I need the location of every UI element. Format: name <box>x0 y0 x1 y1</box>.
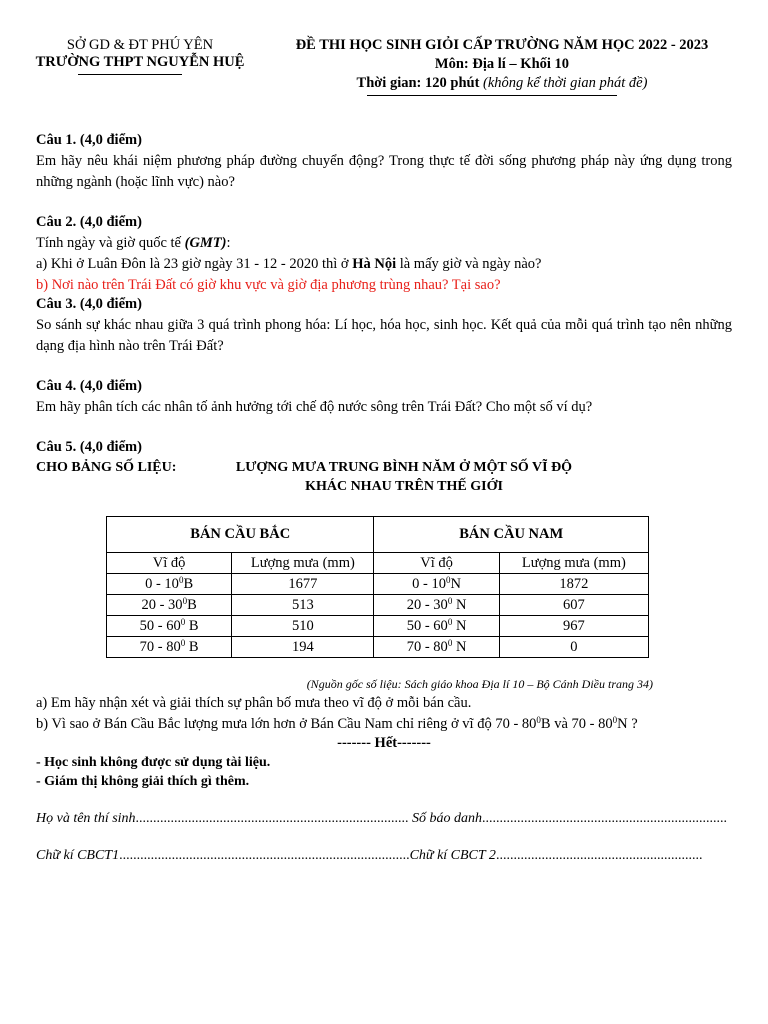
signature-2-label: Chữ kí CBCT 2 <box>409 848 496 863</box>
south-rain-cell: 967 <box>499 616 648 637</box>
table-intro: CHO BẢNG SỐ LIỆU: <box>36 460 177 475</box>
table-row <box>107 616 649 637</box>
north-rain-cell: 1677 <box>232 574 374 595</box>
north-lat-cell: $20 - 30^0B$ <box>107 595 232 616</box>
time-underline <box>367 95 617 96</box>
question-2-a <box>36 254 732 275</box>
question-1-title: Câu 1. (4,0 điểm) <box>36 132 142 148</box>
candidate-name-field: .............................................................................. <box>135 811 409 826</box>
end-mark: ------- Hết------- <box>337 735 431 751</box>
gmt-label: (GMT) <box>184 235 227 251</box>
data-source: (Nguồn gốc số liệu: Sách giáo khoa Địa lí 10 – Bộ Cánh Diều trang 34) <box>306 677 653 691</box>
south-lat-cell: $70 - 80^0$ N <box>374 637 499 658</box>
question-5-b-suffix: N ? <box>617 716 638 732</box>
south-rain-cell: 0 <box>499 637 648 658</box>
question-3-body: So sánh sự khác nhau giữa 3 quá trình phong hóa: Lí học, hóa học, sinh học. Kết quả của mỗi quá trình tạo nên những dạng địa hình nào trên Trái Đất? <box>36 317 732 354</box>
question-5-b-mid: B và 70 - 80 <box>540 716 613 732</box>
signature-2-field: ........................................................... <box>495 848 703 863</box>
signature-1-label: Chữ kí CBCT1 <box>36 848 120 863</box>
table-row <box>107 637 649 658</box>
north-rain-cell: 513 <box>232 595 374 616</box>
north-rain-cell: 510 <box>232 616 374 637</box>
south-rain-cell: 607 <box>499 595 648 616</box>
question-2-a-text: a) Khi ở Luân Đôn là 23 giờ ngày 31 - 12 - 2020 thì ở <box>36 256 353 272</box>
question-5-b: b) Vì sao ở Bán Cầu Bắc lượng mưa lớn hơn ở Bán Cầu Nam chỉ riêng ở vĩ độ $70 - 80^0B$ và $70 - 80^0N$ ? <box>36 715 638 732</box>
exam-time <box>270 75 734 92</box>
north-lat-cell: $0 - 10^0B$ <box>107 574 232 595</box>
north-hemisphere-header: BÁN CẦU BẮC <box>107 517 374 553</box>
question-2-intro-text: Tính ngày và giờ quốc tế <box>36 235 185 251</box>
candidate-info-line <box>36 811 736 827</box>
north-lat-header: Vĩ độ <box>107 553 232 574</box>
question-1-body: Em hãy nêu khái niệm phương pháp đường chuyển động? Trong thực tế đời sống phương pháp này ứng dụng trong những ngành (hoặc lĩnh vực) nào? <box>36 153 732 190</box>
question-5-parts <box>36 693 732 735</box>
header-left <box>30 37 250 71</box>
south-lat-cell: $50 - 60^0$ N <box>374 616 499 637</box>
table-title-line-1: LƯỢNG MƯA TRUNG BÌNH NĂM Ở MỘT SỐ VĨ ĐỘ <box>235 460 573 475</box>
time-label: Thời gian: 120 phút <box>356 75 480 91</box>
north-rain-header: Lượng mưa (mm) <box>232 553 374 574</box>
candidate-name-label: Họ và tên thí sinh <box>36 811 136 826</box>
candidate-id-field: ...................................................................... <box>482 811 728 826</box>
north-lat-cell: $50 - 60^0$ B <box>107 616 232 637</box>
table-row <box>107 574 649 595</box>
question-5-title: Câu 5. (4,0 điểm) <box>36 439 142 455</box>
exam-title: ĐỀ THI HỌC SINH GIỎI CẤP TRƯỜNG NĂM HỌC 2022 - 2023 <box>295 37 709 53</box>
south-rain-cell: 1872 <box>499 574 648 595</box>
question-2-intro <box>36 233 732 254</box>
table-row <box>107 595 649 616</box>
school-underline <box>78 74 182 75</box>
rainfall-table <box>106 516 649 658</box>
question-3 <box>36 294 732 357</box>
question-2-intro-colon: : <box>226 235 231 251</box>
question-5-a: a) Em hãy nhận xét và giải thích sự phân bố mưa theo vĩ độ ở mỗi bán cầu. <box>36 695 472 711</box>
table-title-line-2: KHÁC NHAU TRÊN THẾ GIỚI <box>305 479 503 494</box>
south-lat-header: Vĩ độ <box>374 553 499 574</box>
question-4 <box>36 376 732 418</box>
question-4-body: Em hãy phân tích các nhân tố ảnh hưởng tới chế độ nước sông trên Trái Đất? Cho một số ví dụ? <box>36 399 593 415</box>
question-4-title: Câu 4. (4,0 điểm) <box>36 378 142 394</box>
question-2-b: b) Nơi nào trên Trái Đất có giờ khu vực và giờ địa phương trùng nhau? Tại sao? <box>36 277 501 293</box>
north-rain-cell: 194 <box>232 637 374 658</box>
question-2-title: Câu 2. (4,0 điểm) <box>36 214 142 230</box>
exam-subject: Môn: Địa lí – Khối 10 <box>434 56 570 72</box>
note-no-explanation: - Giám thị không giải thích gì thêm. <box>36 774 250 789</box>
question-3-title: Câu 3. (4,0 điểm) <box>36 296 142 312</box>
signature-line <box>36 848 736 864</box>
signature-1-field: ................................................................................... <box>119 848 410 863</box>
south-hemisphere-header: BÁN CẦU NAM <box>374 517 649 553</box>
note-no-materials: - Học sinh không được sử dụng tài liệu. <box>36 755 271 770</box>
table-hemisphere-header-row <box>107 517 649 553</box>
candidate-id-label: Số báo danh <box>412 811 483 826</box>
south-rain-header: Lượng mưa (mm) <box>499 553 648 574</box>
question-1 <box>36 130 732 193</box>
south-lat-cell: $20 - 30^0$ N <box>374 595 499 616</box>
department-name: SỞ GD & ĐT PHÚ YÊN <box>66 37 214 53</box>
city-hanoi: Hà Nội <box>352 256 397 272</box>
school-name: TRƯỜNG THPT NGUYỄN HUỆ <box>35 54 245 70</box>
time-note: (không kể thời gian phát đề) <box>483 75 648 91</box>
question-2 <box>36 212 732 296</box>
question-5-b-text: b) Vì sao ở Bán Cầu Bắc lượng mưa lớn hơn ở Bán Cầu Nam chỉ riêng ở vĩ độ 70 - 80 <box>36 716 537 732</box>
south-lat-cell: $0 - 10^0N$ <box>374 574 499 595</box>
table-column-header-row <box>107 553 649 574</box>
north-lat-cell: $70 - 80^0$ B <box>107 637 232 658</box>
question-2-a-suffix: là mấy giờ và ngày nào? <box>396 256 542 272</box>
